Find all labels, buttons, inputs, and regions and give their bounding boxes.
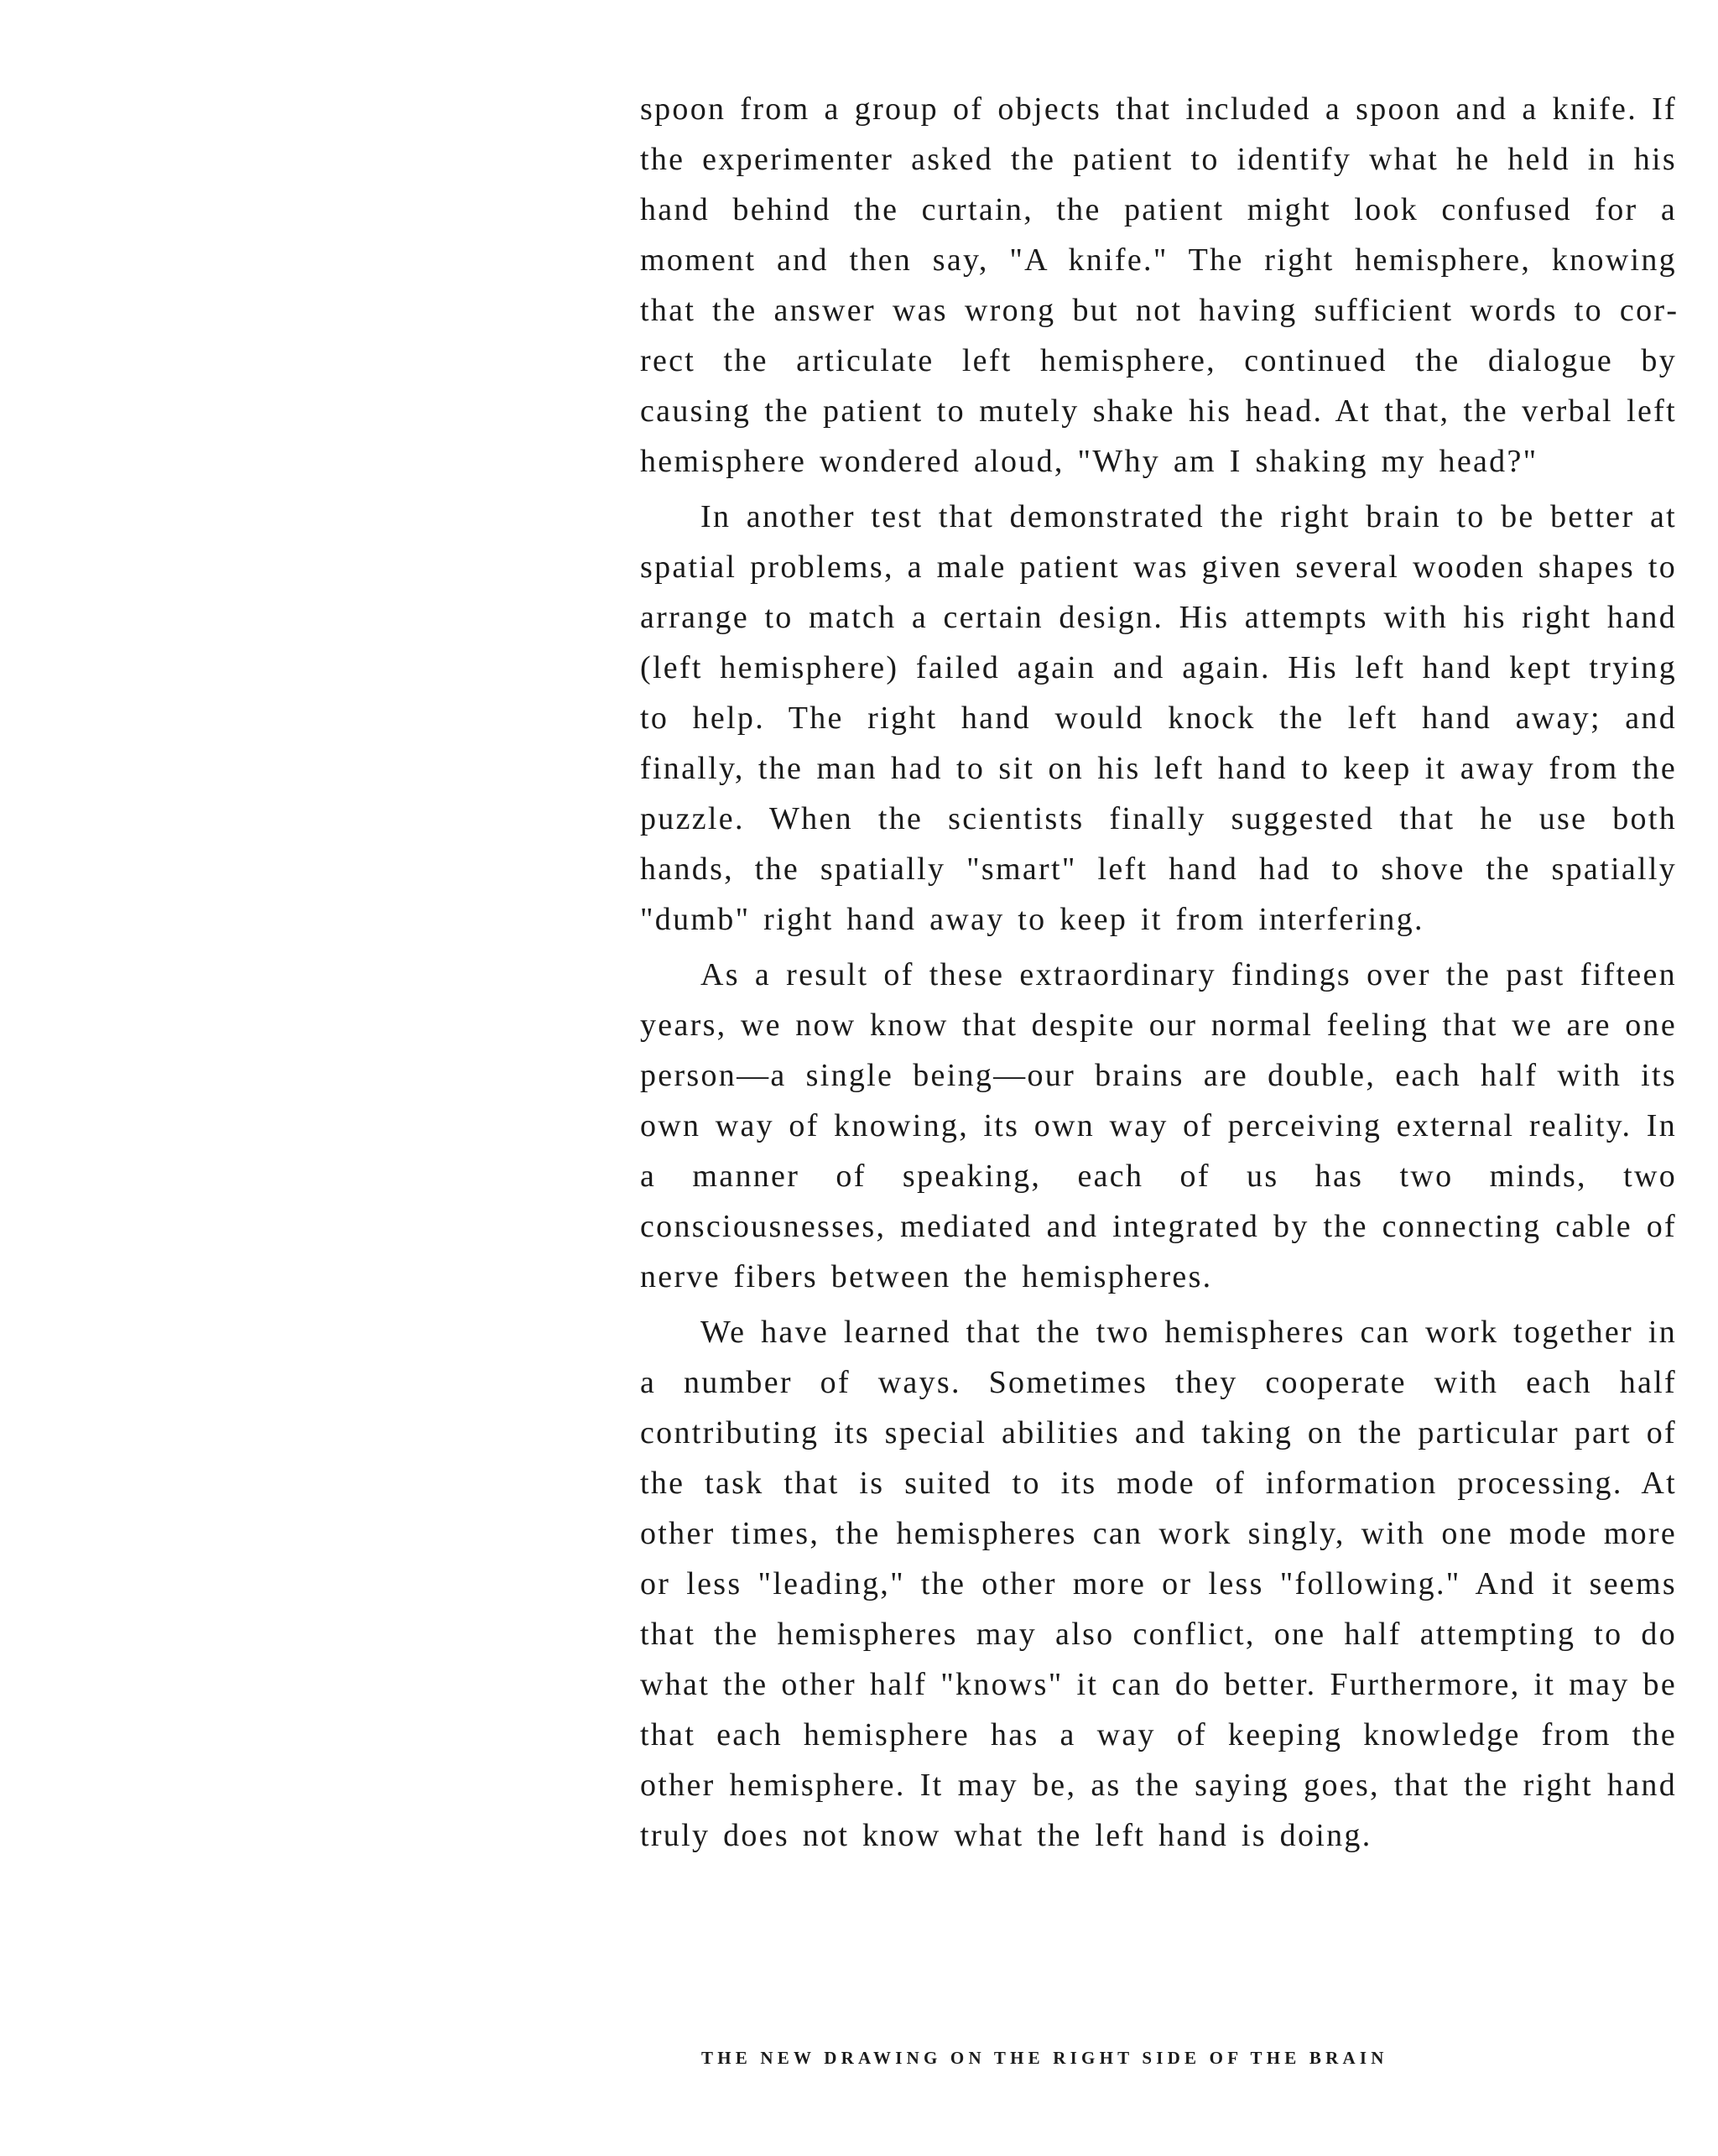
paragraph-double-brain: As a result of these extraordinary findings over the past fifteen years, we now know that despite our normal feeling that we are one person—a single being—our brains are double, each half with its own way of knowing, its own way of perceiving external reality. In a manner of speaking, each of us has two minds, two consciousnesses, mediated and integrated by the connecting cable of nerve fibers between the hemispheres.: [640, 957, 1677, 1294]
paragraph-spatial-test: In another test that demonstrated the right brain to be better at spatial problems, a male patient was given several wooden shapes to arrange to match a certain design. His attempts with his right hand (left hemisphere) failed again and again. His left hand kept trying to help. The right hand would knock the left hand away; and finally, the man had to sit on his left hand to keep it away from the puzzle. When the scientists finally suggested that he use both hands, the spatially "smart" left hand had to shove the spatially "dumb" right hand away to keep it from interfering.: [640, 499, 1677, 937]
running-footer-book-title: THE NEW DRAWING ON THE RIGHT SIDE OF THE BRAIN: [701, 2048, 1388, 2068]
paragraph-continued: spoon from a group of objects that included a spoon and a knife. If the experimenter asked the patient to identify what he held in his hand behind the curtain, the patient might look confused for a moment and then say, "A knife." The right hemisphere, knowing that the answer was wrong but not having sufficient words to correct the articulate left hemisphere, continued the dialogue by causing the patient to mutely shake his head. At that, the verbal left hemisphere wondered aloud, "Why am I shaking my head?": [640, 91, 1677, 479]
paragraph-hemispheres-cooperation: We have learned that the two hemispheres can work together in a number of ways. Sometimes they cooperate with each half contributing its special abilities and taking on the particular part of the task that is suited to its mode of information processing. At other times, the hemispheres can work singly, with one mode more or less "leading," the other more or less "following." And it seems that the hemispheres may also conflict, one half attempting to do what the other half "knows" it can do better. Furthermore, it may be that each hemisphere has a way of keeping knowledge from the other hemisphere. It may be, as the saying goes, that the right hand truly does not know what the left hand is doing.: [640, 1315, 1677, 1853]
body-text: [640, 84, 1677, 1866]
